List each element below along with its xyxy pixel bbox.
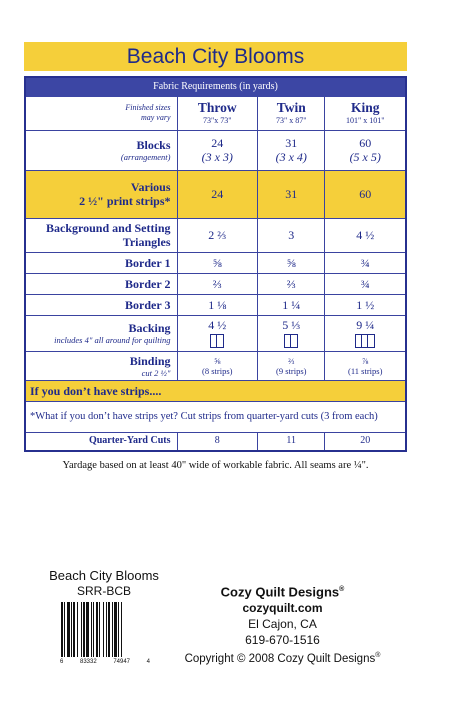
barcode-bar [83,602,85,657]
barcode-bar [77,602,78,657]
blocks-label [25,130,177,170]
sizes-note-line1: Finished sizes [125,103,171,112]
print-strips-king: 60 [325,170,406,218]
border2-label: Border 2 [25,273,177,294]
border1-row [25,252,406,273]
company-info [170,582,395,667]
barcode-bar [67,602,70,657]
barcode-bar [71,602,72,657]
barcode-bar [118,602,119,657]
blocks-value: 24 [211,136,224,150]
company-name-line [170,582,395,600]
registered-mark: ® [339,586,345,593]
backing-label-text: Backing [128,321,171,335]
border3-label: Border 3 [25,294,177,315]
company-city: El Cajon, CA [248,617,317,632]
size-twin [258,96,325,130]
backing-label [25,315,177,351]
quarter-yard-row [25,432,406,451]
blocks-value: 60 [359,136,372,150]
binding-king [325,351,406,380]
company-website: cozyquilt.com [242,601,323,616]
sizes-note-line2: may vary [140,113,171,122]
blocks-king [325,130,406,170]
sizes-row [25,96,406,130]
sizes-note [25,96,177,130]
quarter-yard-label: Quarter-Yard Cuts [25,432,177,451]
barcode-bar [61,602,63,657]
backing-value: 5 ⅓ [282,318,301,332]
barcode-bar [64,602,65,657]
registered-mark: ® [375,652,381,660]
size-dims: 73" x 87" [275,116,307,125]
blocks-value: 31 [285,136,298,150]
barcode-bar [91,602,92,657]
barcode-digit-group: 6 [60,659,64,665]
background-king: 4 ½ [325,218,406,252]
binding-label-sub: cut 2 ½" [141,367,171,378]
product-name: Beach City Blooms [49,568,159,583]
binding-row [25,351,406,380]
background-label: Background and Setting Triangles [25,218,177,252]
print-strips-label-line2: 2 ½" print strips* [79,194,171,208]
binding-value: ⅞ [362,355,369,366]
binding-strips: (9 strips) [276,365,307,376]
border1-throw: ⅝ [177,252,258,273]
backing-throw [177,315,258,351]
binding-throw [177,351,258,380]
border1-king: ¾ [325,252,406,273]
barcode-bar [108,602,110,657]
size-throw [177,96,258,130]
border3-throw: 1 ⅛ [177,294,258,315]
barcode-bar [112,602,113,657]
border2-king: ¾ [325,273,406,294]
background-row [25,218,406,252]
backing-panels-icon [210,334,224,348]
print-strips-label-line1: Various [130,180,171,194]
copyright: Copyright © 2008 Cozy Quilt Designs [184,653,376,666]
backing-panels-icon [355,334,375,348]
binding-value: ⅝ [214,355,221,366]
blocks-arrangement: (5 x 5) [349,150,381,164]
blocks-label-sub: (arrangement) [120,152,171,162]
border1-label: Border 1 [25,252,177,273]
size-name: King [350,100,380,115]
binding-twin [258,351,325,380]
no-strips-note-row [25,401,406,432]
copyright-line [170,648,395,667]
border2-throw: ⅔ [177,273,258,294]
binding-strips: (11 strips) [348,365,383,376]
binding-label-text: Binding [129,353,171,368]
backing-panels-icon [284,334,298,348]
backing-row [25,315,406,351]
barcode-bar [93,602,94,657]
blocks-twin [258,130,325,170]
print-strips-row [25,170,406,218]
border3-king: 1 ½ [325,294,406,315]
barcode [60,602,150,660]
backing-value: 4 ½ [208,318,227,332]
print-strips-label [25,170,177,218]
no-strips-note: *What if you don’t have strips yet? Cut strips from quarter-yard cuts (3 from each) [25,401,406,432]
barcode-bar [121,602,122,657]
print-strips-twin: 31 [258,170,325,218]
binding-strips: (8 strips) [202,365,233,376]
table-header: Fabric Requirements (in yards) [25,77,406,96]
no-strips-banner: If you don’t have strips.... [25,380,406,401]
blocks-row [25,130,406,170]
border2-twin: ⅔ [258,273,325,294]
size-dims: 101" x 101" [345,116,385,125]
barcode-bar [114,602,117,657]
company-name: Cozy Quilt Designs [220,584,340,600]
barcode-bar [73,602,75,657]
border2-row [25,273,406,294]
barcode-bar [96,602,98,657]
backing-twin [258,315,325,351]
table-header-row [25,77,406,96]
blocks-arrangement: (3 x 4) [275,150,307,164]
size-name: Twin [276,100,306,115]
binding-value: ⅔ [288,355,295,366]
backing-king [325,315,406,351]
company-phone: 619-670-1516 [245,633,320,648]
backing-value: 9 ¼ [356,318,375,332]
barcode-bar [106,602,107,657]
no-strips-banner-row [25,380,406,401]
barcode-digit-group: 4 [146,659,150,665]
backing-label-sub: includes 4" all around for quilting [54,335,171,345]
size-king [325,96,406,130]
pattern-title: Beach City Blooms [24,42,407,71]
border3-twin: 1 ¼ [258,294,325,315]
quarter-yard-throw: 8 [177,432,258,451]
barcode-digit-group: 83332 [79,659,97,665]
yardage-note: Yardage based on at least 40" wide of workable fabric. All seams are ¼". [62,460,369,471]
barcode-bar [99,602,100,657]
binding-label [25,351,177,380]
size-name: Throw [197,100,237,115]
blocks-arrangement: (3 x 3) [201,150,233,164]
background-throw: 2 ⅔ [177,218,258,252]
size-dims: 73"x 73" [203,116,232,125]
fabric-requirements-table [24,76,407,452]
border3-row [25,294,406,315]
background-twin: 3 [258,218,325,252]
barcode-bar [86,602,89,657]
quarter-yard-king: 20 [325,432,406,451]
barcode-digits [60,659,150,665]
print-strips-throw: 24 [177,170,258,218]
blocks-label-text: Blocks [136,138,171,152]
barcode-bar [103,602,104,657]
barcode-digit-group: 74947 [113,659,130,665]
border1-twin: ⅝ [258,252,325,273]
product-code: SRR-BCB [76,584,131,598]
quarter-yard-twin: 11 [258,432,325,451]
barcode-bar [81,602,82,657]
blocks-throw [177,130,258,170]
